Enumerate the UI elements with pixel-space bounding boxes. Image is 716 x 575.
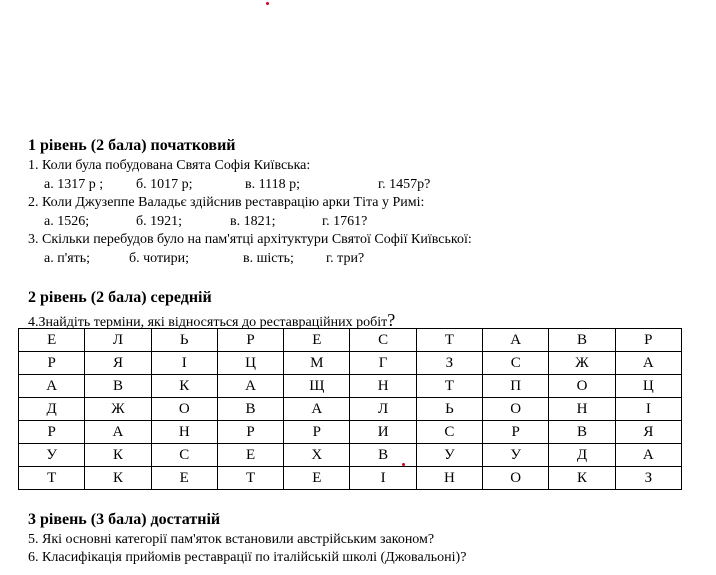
level1-heading: 1 рівень (2 бала) початковий	[28, 137, 236, 154]
word-search-grid-body	[19, 329, 682, 490]
grid-cell: А	[615, 352, 681, 375]
question-1: 1. Коли була побудована Свята Софія Київська:	[28, 158, 311, 173]
grid-cell: К	[151, 375, 217, 398]
grid-cell: Х	[284, 444, 350, 467]
question-2: 2. Коли Джузеппе Валадьє здійснив реставрацію арки Тіта у Римі:	[28, 195, 425, 210]
grid-cell: Г	[350, 352, 416, 375]
grid-cell: І	[151, 352, 217, 375]
grid-cell: С	[350, 329, 416, 352]
grid-cell: О	[483, 398, 549, 421]
grid-cell: Д	[19, 398, 85, 421]
grid-row	[19, 444, 682, 467]
grid-row	[19, 375, 682, 398]
grid-cell: У	[19, 444, 85, 467]
grid-cell: О	[151, 398, 217, 421]
grid-cell: Ь	[416, 398, 482, 421]
q3-option-a: а. п'ять;	[44, 251, 91, 266]
grid-cell: Т	[416, 329, 482, 352]
grid-cell: Н	[151, 421, 217, 444]
grid-cell: Я	[85, 352, 151, 375]
grid-cell: А	[615, 444, 681, 467]
grid-cell: Л	[350, 398, 416, 421]
grid-cell: Т	[19, 467, 85, 490]
grid-cell: С	[151, 444, 217, 467]
grid-cell: А	[217, 375, 283, 398]
grid-cell: В	[217, 398, 283, 421]
level3-heading: 3 рівень (3 бала) достатній	[28, 511, 221, 528]
question-3: 3. Скільки перебудов було на пам'ятці архітуктури Святої Софії Київської:	[28, 232, 472, 247]
grid-cell: В	[85, 375, 151, 398]
grid-cell: Н	[350, 375, 416, 398]
q1-option-c: в. 1118 р;	[245, 177, 300, 192]
grid-cell: У	[416, 444, 482, 467]
grid-cell: А	[19, 375, 85, 398]
grid-cell: Щ	[284, 375, 350, 398]
grid-cell: С	[416, 421, 482, 444]
grid-cell: К	[549, 467, 615, 490]
grid-cell: К	[85, 444, 151, 467]
red-dot-top	[266, 2, 269, 5]
question-4-mark: ?	[387, 310, 396, 330]
grid-cell: Ь	[151, 329, 217, 352]
grid-cell: М	[284, 352, 350, 375]
grid-cell: Р	[217, 329, 283, 352]
grid-row	[19, 329, 682, 352]
grid-cell: О	[549, 375, 615, 398]
grid-cell: Е	[19, 329, 85, 352]
grid-cell: З	[615, 467, 681, 490]
q1-option-a: а. 1317 р ;	[44, 177, 104, 192]
q2-option-a: а. 1526;	[44, 214, 90, 229]
grid-cell: Д	[549, 444, 615, 467]
grid-row	[19, 398, 682, 421]
level2-heading: 2 рівень (2 бала) середній	[28, 289, 212, 306]
grid-cell: І	[615, 398, 681, 421]
grid-cell: Р	[19, 421, 85, 444]
grid-cell: Р	[284, 421, 350, 444]
grid-cell: В	[549, 329, 615, 352]
question-6: 6. Класифікація прийомів реставрації по італійській школі (Джовальоні)?	[28, 550, 467, 565]
grid-cell: В	[549, 421, 615, 444]
grid-cell: Е	[284, 467, 350, 490]
q3-option-b: б. чотири;	[129, 251, 189, 266]
grid-cell: І	[350, 467, 416, 490]
grid-cell: А	[483, 329, 549, 352]
grid-row	[19, 352, 682, 375]
grid-cell: К	[85, 467, 151, 490]
red-dot-grid	[402, 463, 405, 466]
grid-cell: Ж	[549, 352, 615, 375]
grid-cell: П	[483, 375, 549, 398]
grid-cell: О	[483, 467, 549, 490]
grid-cell: И	[350, 421, 416, 444]
grid-cell: Р	[483, 421, 549, 444]
grid-row	[19, 467, 682, 490]
grid-cell: Е	[217, 444, 283, 467]
question-5: 5. Які основні категорії пам'яток встановили австрійським законом?	[28, 532, 435, 547]
grid-cell: Ж	[85, 398, 151, 421]
grid-cell: Л	[85, 329, 151, 352]
q2-option-c: в. 1821;	[230, 214, 276, 229]
question-4-text: 4.Знайдіть терміни, які відносяться до реставраційних робіт	[28, 315, 388, 330]
grid-cell: Н	[549, 398, 615, 421]
grid-cell: Я	[615, 421, 681, 444]
grid-cell: Н	[416, 467, 482, 490]
grid-cell: Р	[615, 329, 681, 352]
q2-option-b: б. 1921;	[136, 214, 183, 229]
grid-cell: С	[483, 352, 549, 375]
grid-cell: А	[284, 398, 350, 421]
grid-cell: Р	[19, 352, 85, 375]
grid-cell: А	[85, 421, 151, 444]
grid-cell: Е	[151, 467, 217, 490]
grid-cell: Т	[416, 375, 482, 398]
q1-option-b: б. 1017 р;	[136, 177, 193, 192]
grid-cell: Т	[217, 467, 283, 490]
q3-option-c: в. шість;	[243, 251, 294, 266]
grid-cell: Ц	[217, 352, 283, 375]
q2-option-d: г. 1761?	[322, 214, 368, 229]
grid-cell: З	[416, 352, 482, 375]
grid-cell: Р	[217, 421, 283, 444]
word-search-grid	[18, 328, 682, 490]
grid-cell: Е	[284, 329, 350, 352]
grid-cell: В	[350, 444, 416, 467]
q3-option-d: г. три?	[326, 251, 365, 266]
grid-cell: У	[483, 444, 549, 467]
q1-option-d: г. 1457р?	[378, 177, 431, 192]
grid-cell: Ц	[615, 375, 681, 398]
grid-row	[19, 421, 682, 444]
